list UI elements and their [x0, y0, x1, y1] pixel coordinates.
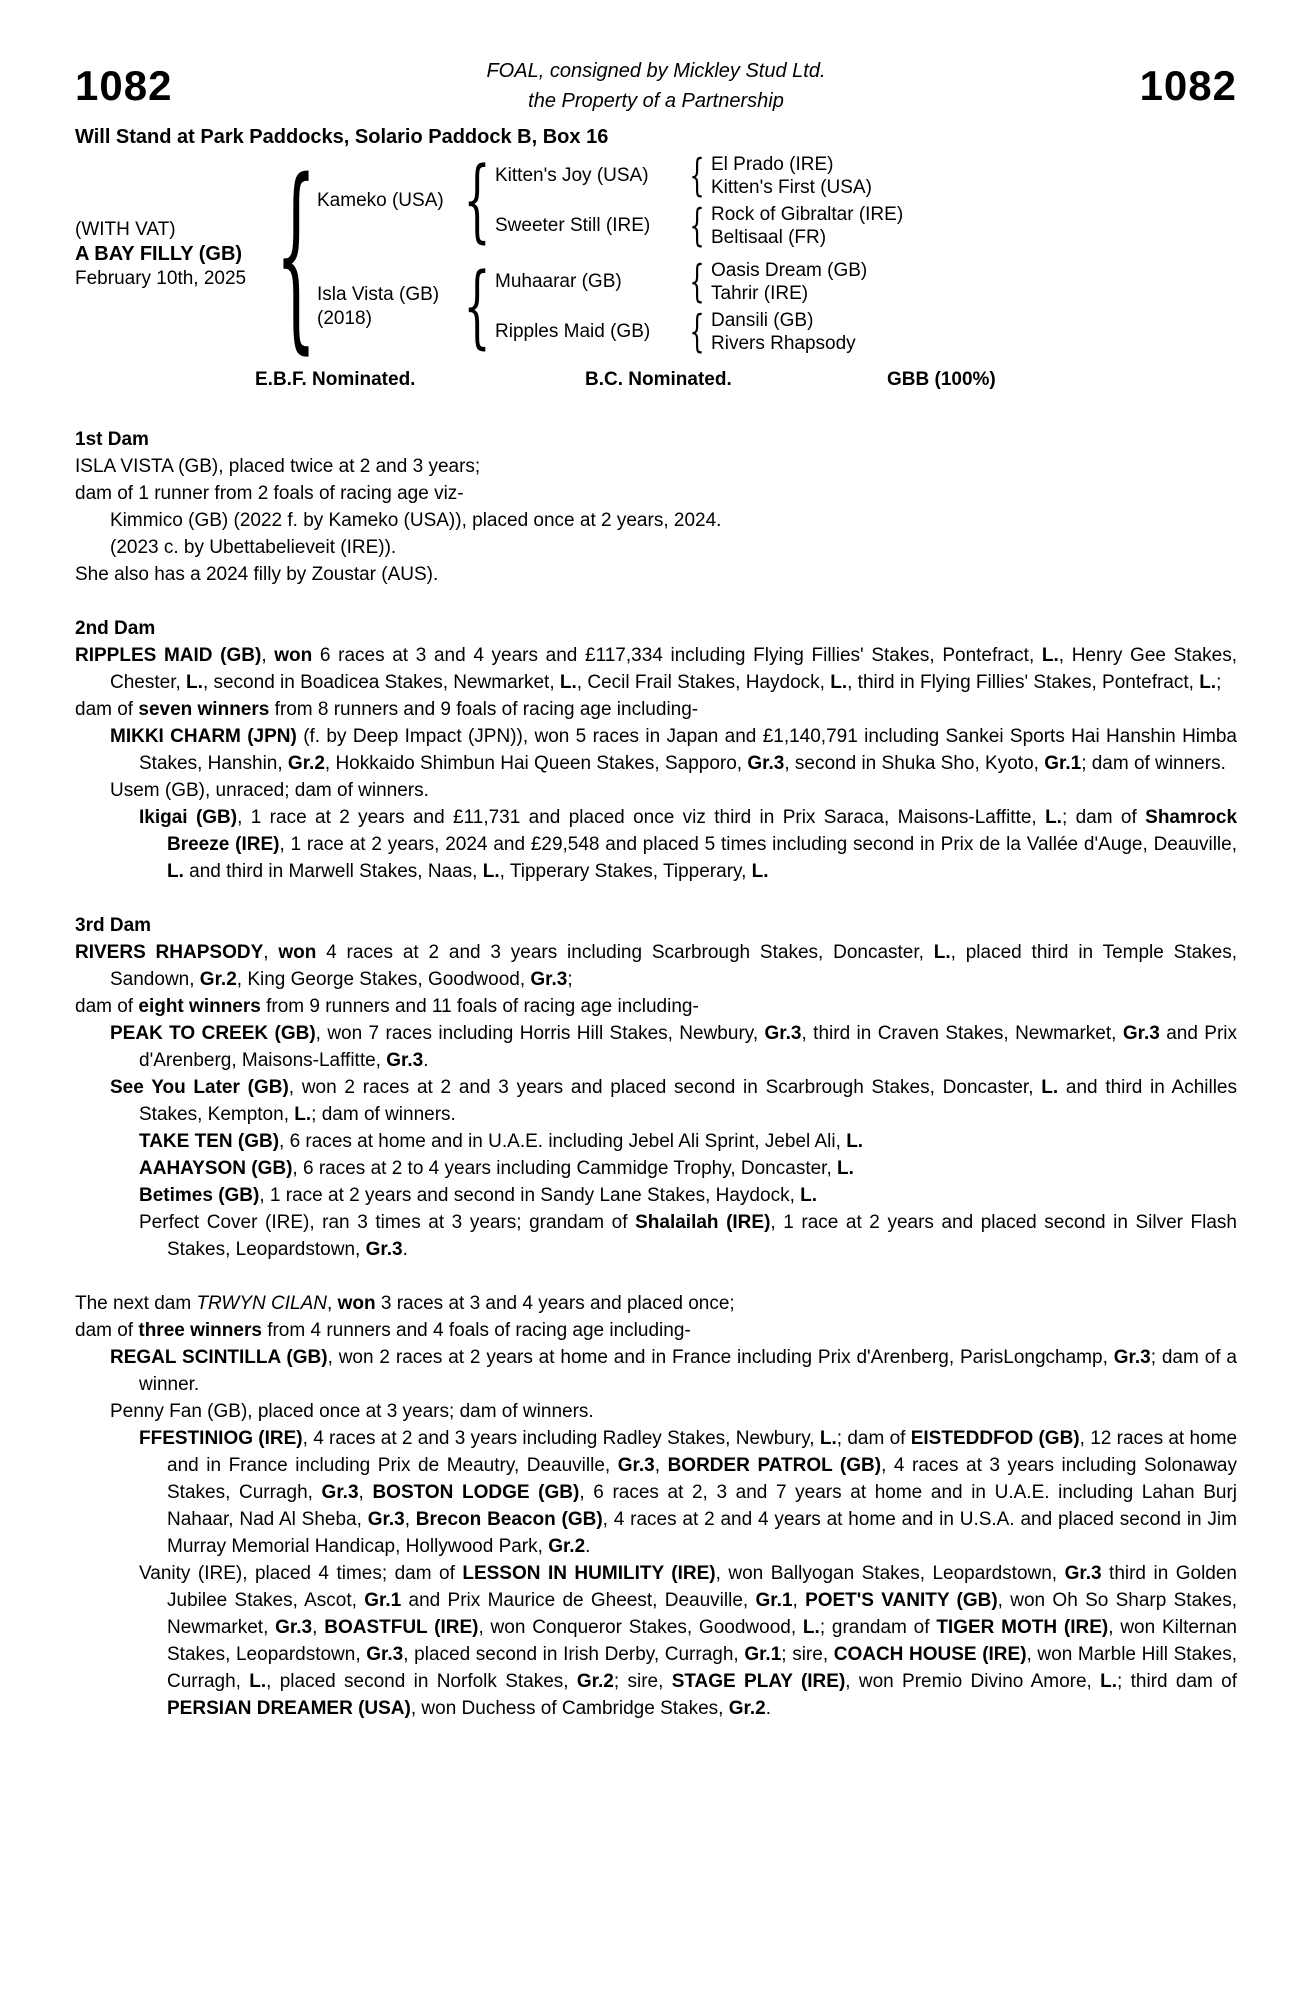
dam-sire-brace: { — [689, 256, 705, 308]
dam-brace: { — [463, 255, 491, 359]
dam-parents-column — [495, 256, 1237, 358]
sire-parents-column — [495, 150, 1237, 252]
pedigree-text-body — [75, 426, 1237, 1722]
catalogue-paragraph: Perfect Cover (IRE), ran 3 times at 3 years; grandam of Shalailah (IRE), 1 race at 2 years and placed second in Silver Flash Stakes, Leopardstown, Gr.3. — [139, 1212, 1237, 1260]
catalogue-paragraph: Usem (GB), unraced; dam of winners. — [110, 780, 429, 801]
dam-dam-branch — [495, 306, 1237, 358]
section-heading: 1st Dam — [75, 429, 149, 450]
dam-year: (2018) — [317, 308, 372, 329]
dam-name: Isla Vista (GB) — [317, 284, 440, 305]
catalogue-paragraph: Vanity (IRE), placed 4 times; dam of LESSON IN HUMILITY (IRE), won Ballyogan Stakes, Leopardstown, Gr.3 third in Golden Jubilee Stakes, Ascot, Gr.1 and Prix Maurice de Gheest, Deauville, Gr.1, POET'S VANITY (GB), won Oh So Sharp Stakes, Newmarket, Gr.3, BOASTFUL (IRE), won Conqueror Stakes, Goodwood, L.; grandam of TIGER MOTH (IRE), won Kilternan Stakes, Leopardstown, Gr.3, placed second in Irish Derby, Curragh, Gr.1; sire, COACH HOUSE (IRE), won Marble Hill Stakes, Curragh, L., placed second in Norfolk Stakes, Gr.2; sire, STAGE PLAY (IRE), won Premio Divino Amore, L.; third dam of PERSIAN DREAMER (USA), won Duchess of Cambridge Stakes, Gr.2. — [139, 1563, 1238, 1719]
sire-dam-brace: { — [689, 200, 705, 252]
page-header — [75, 56, 1237, 116]
catalogue-paragraph: RIVERS RHAPSODY, won 4 races at 2 and 3 years including Scarbrough Stakes, Doncaster, L., placed third in Temple Stakes, Sandown, Gr.2, King George Stakes, Goodwood, Gr.3; — [75, 942, 1238, 990]
dam-sire-sire-name: Oasis Dream (GB) — [711, 260, 868, 281]
sire-sire-parents — [711, 153, 1237, 199]
catalogue-paragraph: ISLA VISTA (GB), placed twice at 2 and 3 years; — [75, 456, 481, 477]
catalogue-paragraph: She also has a 2024 filly by Zoustar (AUS). — [75, 564, 439, 585]
catalogue-paragraph: dam of 1 runner from 2 foals of racing age viz- — [75, 483, 464, 504]
catalogue-paragraph: dam of seven winners from 8 runners and 9 foals of racing age including- — [75, 699, 699, 720]
sire-sire-name: Kitten's Joy (USA) — [495, 165, 649, 186]
sire-dam-name: Sweeter Still (IRE) — [495, 215, 651, 236]
gbb-badge: GBB (100%) — [887, 369, 996, 390]
consignment-line: FOAL, consigned by Mickley Stud Ltd. — [486, 60, 826, 82]
dam-section — [75, 426, 1237, 588]
section-heading: 3rd Dam — [75, 915, 152, 936]
sire-dam-branch — [495, 200, 1237, 252]
sire-name: Kameko (USA) — [317, 190, 444, 211]
sire-dam-dam-name: Beltisaal (FR) — [711, 227, 827, 248]
dam-dam-name: Ripples Maid (GB) — [495, 321, 651, 342]
ebf-nominated: E.B.F. Nominated. — [255, 369, 416, 390]
catalogue-paragraph: FFESTINIOG (IRE), 4 races at 2 and 3 years including Radley Stakes, Newbury, L.; dam of EISTEDDFOD (GB), 12 races at home and in France including Prix de Meautry, Deauville, Gr.3, BORDER PATROL (GB), 4 races at 3 years including Solonaway Stakes, Curragh, Gr.3, BOSTON LODGE (GB), 6 races at 2, 3 and 7 years at home and in U.A.E. including Lahan Burj Nahaar, Nad Al Sheba, Gr.3, Brecon Beacon (GB), 4 races at 2 and 4 years at home and in U.S.A. and placed second in Jim Murray Memorial Handicap, Hollywood Park, Gr.2. — [139, 1428, 1238, 1557]
sire-sire-sire-name: El Prado (IRE) — [711, 154, 834, 175]
lot-number-left: 1082 — [75, 62, 173, 109]
dam-sire-branch — [495, 256, 1237, 308]
catalogue-paragraph: (2023 c. by Ubettabelieveit (IRE)). — [110, 537, 397, 558]
sire-branch — [317, 149, 1237, 253]
foal-date: February 10th, 2025 — [75, 267, 247, 289]
stand-location: Will Stand at Park Paddocks, Solario Paddock B, Box 16 — [75, 126, 609, 148]
catalogue-paragraph: Betimes (GB), 1 race at 2 years and second in Sandy Lane Stakes, Haydock, L. — [139, 1185, 818, 1206]
catalogue-paragraph: dam of eight winners from 9 runners and 11 foals of racing age including- — [75, 996, 699, 1017]
sire-sire-dam-name: Kitten's First (USA) — [711, 177, 872, 198]
dam-dam-dam-name: Rivers Rhapsody — [711, 333, 856, 354]
dam-dam-sire-name: Dansili (GB) — [711, 310, 814, 331]
dam-sire-name: Muhaarar (GB) — [495, 271, 622, 292]
catalogue-paragraph: RIPPLES MAID (GB), won 6 races at 3 and 4 years and £117,334 including Flying Fillies' Stakes, Pontefract, L., Henry Gee Stakes, Chester, L., second in Boadicea Stakes, Newmarket, L., Cecil Frail Stakes, Haydock, L., third in Flying Fillies' Stakes, Pontefract, L.; — [75, 645, 1237, 693]
sire-brace: { — [463, 149, 491, 253]
dam-sire-dam-name: Tahrir (IRE) — [711, 283, 809, 304]
dam-dam-brace: { — [689, 306, 705, 358]
catalogue-paragraph: MIKKI CHARM (JPN) (f. by Deep Impact (JPN)), won 5 races in Japan and £1,140,791 including Sankei Sports Hai Hanshin Himba Stakes, Hanshin, Gr.2, Hokkaido Shimbun Hai Queen Stakes, Sapporo, Gr.3, second in Shuka Sho, Kyoto, Gr.1; dam of winners. — [110, 726, 1237, 774]
catalogue-paragraph: Kimmico (GB) (2022 f. by Kameko (USA)), placed once at 2 years, 2024. — [110, 510, 722, 531]
sire-dam-parents — [711, 203, 1237, 249]
catalogue-paragraph: dam of three winners from 4 runners and 4 foals of racing age including- — [75, 1320, 691, 1341]
pedigree-brace-main: { — [275, 136, 317, 372]
catalogue-paragraph: TAKE TEN (GB), 6 races at home and in U.A.E. including Jebel Ali Sprint, Jebel Ali, L. — [139, 1131, 864, 1152]
dam-section — [75, 1290, 1237, 1722]
lot-number-right: 1082 — [1139, 62, 1237, 109]
catalogue-paragraph: The next dam TRWYN CILAN, won 3 races at 3 and 4 years and placed once; — [75, 1293, 735, 1314]
dam-section — [75, 615, 1237, 885]
dam-branch — [317, 255, 1237, 359]
section-heading: 2nd Dam — [75, 618, 156, 639]
dam-sire-parents — [711, 259, 1237, 305]
catalogue-paragraph: PEAK TO CREEK (GB), won 7 races including Horris Hill Stakes, Newbury, Gr.3, third in Craven Stakes, Newmarket, Gr.3 and Prix d'Arenberg, Maisons-Laffitte, Gr.3. — [110, 1023, 1238, 1071]
foal-details — [75, 219, 275, 290]
consignment-block — [260, 56, 1052, 116]
sire-sire-brace: { — [689, 150, 705, 202]
sire-sire-branch — [495, 150, 1237, 202]
catalogue-paragraph: AAHAYSON (GB), 6 races at 2 to 4 years including Cammidge Trophy, Doncaster, L. — [139, 1158, 854, 1179]
nominations-line — [75, 369, 1237, 399]
dam-name-block — [317, 283, 459, 331]
sire-dam-sire-name: Rock of Gibraltar (IRE) — [711, 204, 904, 225]
bc-nominated: B.C. Nominated. — [585, 369, 732, 390]
generation-1-column — [317, 149, 1237, 359]
vat-note: (WITH VAT) — [75, 218, 176, 240]
property-line: the Property of a Partnership — [528, 90, 784, 112]
foal-name: A BAY FILLY (GB) — [75, 242, 243, 265]
catalogue-paragraph: Penny Fan (GB), placed once at 3 years; dam of winners. — [110, 1401, 594, 1422]
catalogue-paragraph: See You Later (GB), won 2 races at 2 and 3 years and placed second in Scarbrough Stakes, Doncaster, L. and third in Achilles Stakes, Kempton, L.; dam of winners. — [110, 1077, 1237, 1125]
catalogue-paragraph: Ikigai (GB), 1 race at 2 years and £11,731 and placed once viz third in Prix Saraca, Maisons-Laffitte, L.; dam of Shamrock Breeze (IRE), 1 race at 2 years, 2024 and £29,548 and placed 5 times including second in Prix de la Vallée d'Auge, Deauville, L. and third in Marwell Stakes, Naas, L., Tipperary Stakes, Tipperary, L. — [139, 807, 1238, 882]
catalogue-paragraph: REGAL SCINTILLA (GB), won 2 races at 2 years at home and in France including Prix d'Arenberg, ParisLongchamp, Gr.3; dam of a winner. — [110, 1347, 1237, 1395]
dam-section — [75, 912, 1237, 1263]
dam-dam-parents — [711, 309, 1237, 355]
